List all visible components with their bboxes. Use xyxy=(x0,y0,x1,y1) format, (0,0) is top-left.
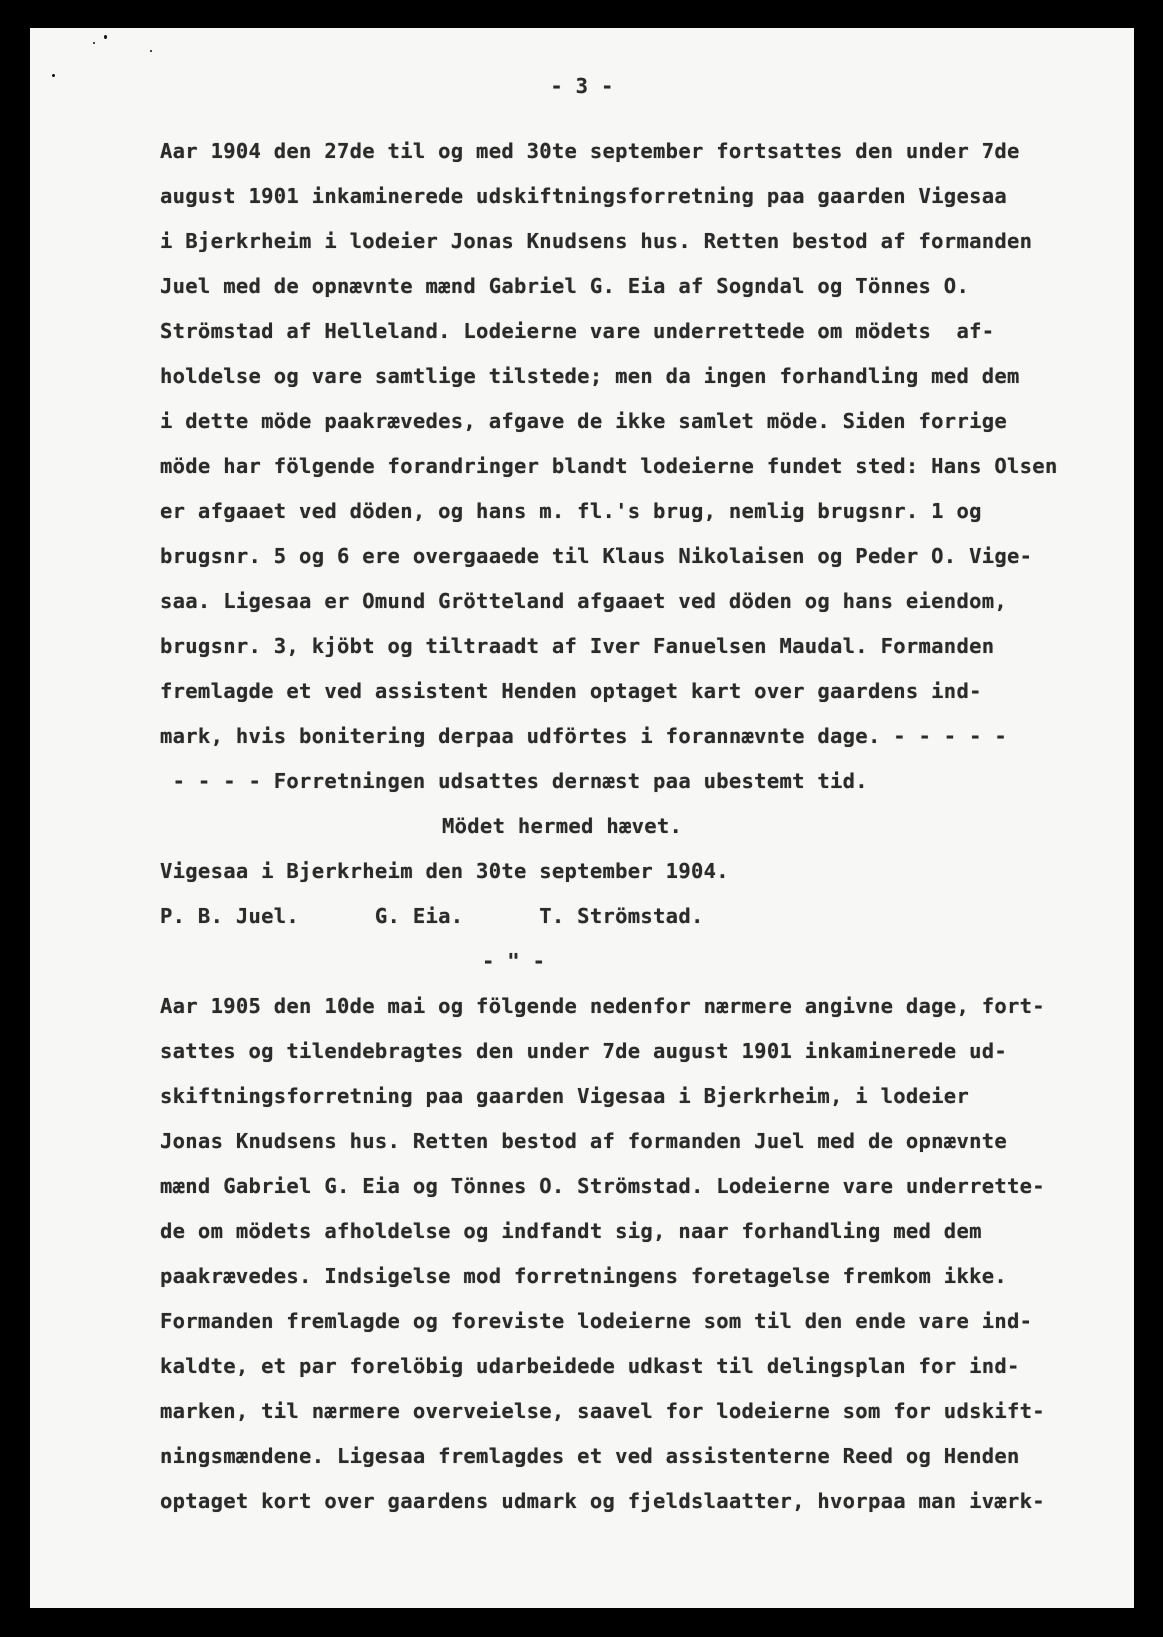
page-number: - 3 - xyxy=(550,74,614,98)
para1-line: mark, hvis bonitering derpaa udförtes i forannævnte dage. - - - - - xyxy=(160,724,1008,748)
para1-line: i Bjerkrheim i lodeier Jonas Knudsens hus. Retten bestod af formanden xyxy=(160,229,1033,253)
separator-mark: - " - xyxy=(482,949,546,973)
para1-line: august 1901 inkaminerede udskiftningsforretning paa gaarden Vigesaa xyxy=(160,184,1008,208)
para1-line: Juel med de opnævnte mænd Gabriel G. Eia af Sogndal og Tönnes O. xyxy=(160,274,970,298)
para1-line: holdelse og vare samtlige tilstede; men da ingen forhandling med dem xyxy=(160,364,1020,388)
text-body xyxy=(30,28,1134,1608)
para2-line: Jonas Knudsens hus. Retten bestod af formanden Juel med de opnævnte xyxy=(160,1129,1008,1153)
document-page xyxy=(30,28,1134,1608)
para2-line: Aar 1905 den 10de mai og fölgende nedenfor nærmere angivne dage, fort- xyxy=(160,994,1045,1018)
para2-line: mænd Gabriel G. Eia og Tönnes O. Strömstad. Lodeierne vare underrette- xyxy=(160,1174,1045,1198)
para1-line: - - - - Forretningen udsattes dernæst paa ubestemt tid. xyxy=(160,769,868,793)
para2-line: skiftningsforretning paa gaarden Vigesaa i Bjerkrheim, i lodeier xyxy=(160,1084,970,1108)
place-date-line: Vigesaa i Bjerkrheim den 30te september 1904. xyxy=(160,859,729,883)
para2-line: Formanden fremlagde og foreviste lodeierne som til den ende vare ind- xyxy=(160,1309,1033,1333)
para1-line: brugsnr. 5 og 6 ere overgaaede til Klaus Nikolaisen og Peder O. Vige- xyxy=(160,544,1033,568)
para1-line: möde har fölgende forandringer blandt lodeierne fundet sted: Hans Olsen xyxy=(160,454,1058,478)
para1-line: i dette möde paakrævedes, afgave de ikke samlet möde. Siden forrige xyxy=(160,409,1008,433)
para1-line: er afgaaet ved döden, og hans m. fl.'s brug, nemlig brugsnr. 1 og xyxy=(160,499,982,523)
para1-line: brugsnr. 3, kjöbt og tiltraadt af Iver Fanuelsen Maudal. Formanden xyxy=(160,634,995,658)
para2-line: paakrævedes. Indsigelse mod forretningens foretagelse fremkom ikke. xyxy=(160,1264,1008,1288)
para2-line: sattes og tilendebragtes den under 7de august 1901 inkaminerede ud- xyxy=(160,1039,1008,1063)
signatures-line: P. B. Juel. G. Eia. T. Strömstad. xyxy=(160,904,704,928)
para2-line: marken, til nærmere overveielse, saavel for lodeierne som for udskift- xyxy=(160,1399,1045,1423)
para2-line: ningsmændene. Ligesaa fremlagdes et ved assistenterne Reed og Henden xyxy=(160,1444,1020,1468)
para1-line: Aar 1904 den 27de til og med 30te september fortsattes den under 7de xyxy=(160,139,1020,163)
para1-line: Strömstad af Helleland. Lodeierne vare underrettede om mödets af- xyxy=(160,319,995,343)
para2-line: kaldte, et par forelöbig udarbeidede udkast til delingsplan for ind- xyxy=(160,1354,1020,1378)
closing-line: Mödet hermed hævet. xyxy=(442,814,683,838)
para1-line: saa. Ligesaa er Omund Grötteland afgaaet ved döden og hans eiendom, xyxy=(160,589,1008,613)
para1-line: fremlagde et ved assistent Henden optaget kart over gaardens ind- xyxy=(160,679,982,703)
para2-line: optaget kort over gaardens udmark og fjeldslaatter, hvorpaa man iværk- xyxy=(160,1489,1045,1513)
para2-line: de om mödets afholdelse og indfandt sig, naar forhandling med dem xyxy=(160,1219,982,1243)
